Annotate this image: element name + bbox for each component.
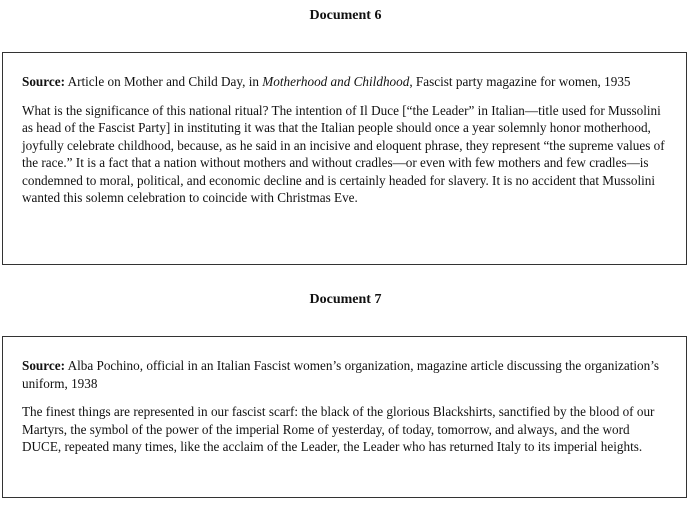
document-7-source <box>22 357 667 392</box>
source-description: Article on Mother and Child Day, in <box>67 74 263 89</box>
document-7-body: The finest things are represented in our fascist scarf: the black of the glorious Blackshirts, sanctified by the blood of our Martyrs, the symbol of the power of the imperial Rome of yesterday, of today, tomorrow, and always, and the word DUCE, repeated many times, like the acclaim of the Leader, the Leader who has returned Italy to its imperial heights. <box>22 404 655 454</box>
publication-title: Motherhood and Childhood <box>262 74 410 89</box>
document-6-source <box>22 73 667 91</box>
source-label: Source: <box>22 74 65 89</box>
source-description: Alba Pochino, official in an Italian Fascist women’s organization, magazine article discussing the organization’s uniform, 1938 <box>22 358 660 391</box>
source-description-end: , Fascist party magazine for women, 1935 <box>409 74 631 89</box>
document-7-box <box>2 336 687 498</box>
document-7-heading: Document 7 <box>309 292 382 307</box>
document-6-body: What is the significance of this national ritual? The intention of Il Duce [“the Leader” in Italian—title used for Mussolini as head of the Fascist Party] in instituting it was that the Italian people should once a year solemnly honor motherhood, joyfully celebrate childhood, because, as he said in an incisive and eloquent phrase, they represent “the supreme values of the race.” It is a fact that a nation without mothers and without cradles—or even with few mothers and few cradles—is condemned to moral, political, and economic decline and is certainly headed for slavery. It is no accident that Mussolini wanted this solemn celebration to coincide with Christmas Eve. <box>22 102 665 205</box>
document-6-box <box>2 52 687 265</box>
source-label: Source: <box>22 358 65 373</box>
document-6-heading: Document 6 <box>309 8 382 23</box>
